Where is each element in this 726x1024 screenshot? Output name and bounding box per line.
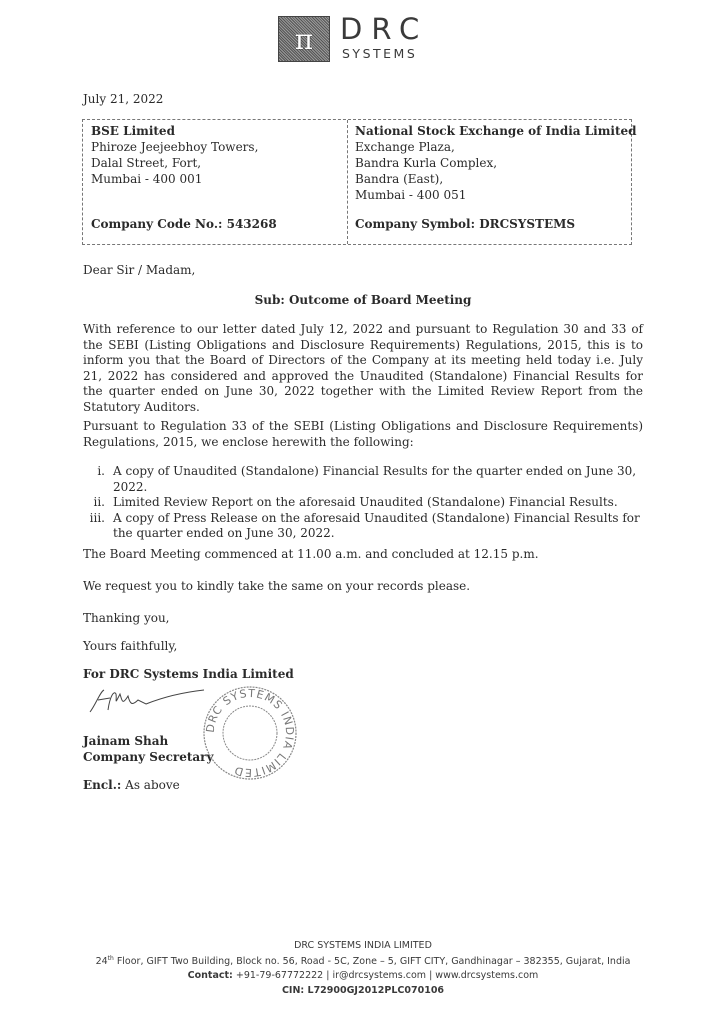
addressee-line: Bandra (East), (355, 172, 444, 186)
meeting-time: The Board Meeting commenced at 11.00 a.m. and concluded at 12.15 p.m. (83, 547, 539, 561)
salutation: Dear Sir / Madam, (83, 263, 196, 277)
encl-value: As above (121, 778, 180, 792)
company-symbol: Company Symbol: DRCSYSTEMS (355, 217, 576, 231)
for-company: For DRC Systems India Limited (83, 667, 294, 681)
stamp-text: DRC SYSTEMS INDIA LIMITED (203, 686, 297, 780)
footer-company: DRC SYSTEMS INDIA LIMITED (294, 940, 432, 951)
list-number: i. (97, 464, 105, 478)
enclosure-list (83, 464, 643, 542)
signatory-name: Jainam Shah (83, 734, 169, 748)
list-number: ii. (93, 495, 105, 510)
addressee-line: Phiroze Jeejeebhoy Towers, (91, 140, 259, 154)
company-code: Company Code No.: 543268 (91, 217, 277, 231)
subject-line: Sub: Outcome of Board Meeting (254, 293, 472, 307)
letter-date: July 21, 2022 (83, 92, 164, 106)
list-number: iii. (89, 510, 105, 525)
encl-label: Encl.: (83, 778, 122, 792)
footer-cin: CIN: L72900GJ2012PLC070106 (281, 985, 445, 996)
logo-brand-main: DRC (340, 12, 429, 46)
addressee-name: BSE Limited (91, 124, 175, 138)
enclosure-note (83, 777, 180, 793)
closing-line: Yours faithfully, (83, 639, 178, 653)
company-logo (278, 14, 448, 64)
footer-contact (0, 970, 726, 981)
list-text: A copy of Unaudited (Standalone) Financial Results for the quarter ended on June 30, 2022. (113, 464, 637, 494)
thanking-line: Thanking you, (83, 611, 170, 625)
pi-logo-icon: π (278, 16, 330, 62)
list-text: Limited Review Report on the aforesaid Unaudited (Standalone) Financial Results. (113, 495, 618, 510)
addressee-bse (91, 123, 258, 187)
addressee-line: Mumbai - 400 001 (91, 172, 203, 186)
footer-address: 24th Floor, GIFT Two Building, Block no. 56, Road - 5C, Zone – 5, GIFT CITY, Gandhinagar – 382355, Gujarat, India (95, 955, 631, 968)
addressee-line: Bandra Kurla Complex, (355, 156, 498, 170)
list-item (83, 495, 643, 511)
addressee-divider (347, 120, 348, 244)
body-paragraph: Pursuant to Regulation 33 of the SEBI (Listing Obligations and Disclosure Requirements) Regulations, 2015, we enclose herewith the following: (83, 419, 643, 449)
list-item (83, 511, 643, 542)
addressee-nse (355, 123, 637, 203)
addressee-line: Mumbai - 400 051 (355, 188, 467, 202)
request-line: We request you to kindly take the same on your records please. (83, 579, 471, 593)
addressee-line: Dalal Street, Fort, (91, 156, 202, 170)
contact-label: Contact: (187, 970, 233, 981)
contact-value: +91-79-67772222 | ir@drcsystems.com | www.drcsystems.com (232, 970, 539, 981)
addressee-box (82, 119, 637, 245)
list-item (83, 464, 643, 495)
signature-icon (86, 686, 206, 716)
body-paragraph: With reference to our letter dated July 12, 2022 and pursuant to Regulation 30 and 33 of the SEBI (Listing Obligations and Disclosure Requirements) Regulations, 2015, this is to inform you that the Board of Directors of the Company at its meeting held today i.e. July 21, 2022 has considered and approved the Unaudited (Standalone) Financial Results for the quarter ended on June 30, 2022 together with the Limited Review Report from the Statutory Auditors. (83, 322, 643, 414)
signatory-title: Company Secretary (83, 750, 214, 764)
list-text: A copy of Press Release on the aforesaid Unaudited (Standalone) Financial Results for the quarter ended on June 30, 2022. (113, 510, 640, 541)
logo-brand-sub: SYSTEMS (342, 46, 418, 61)
company-stamp-icon (200, 683, 300, 783)
addressee-name: National Stock Exchange of India Limited (355, 124, 637, 138)
addressee-line: Exchange Plaza, (355, 140, 455, 154)
